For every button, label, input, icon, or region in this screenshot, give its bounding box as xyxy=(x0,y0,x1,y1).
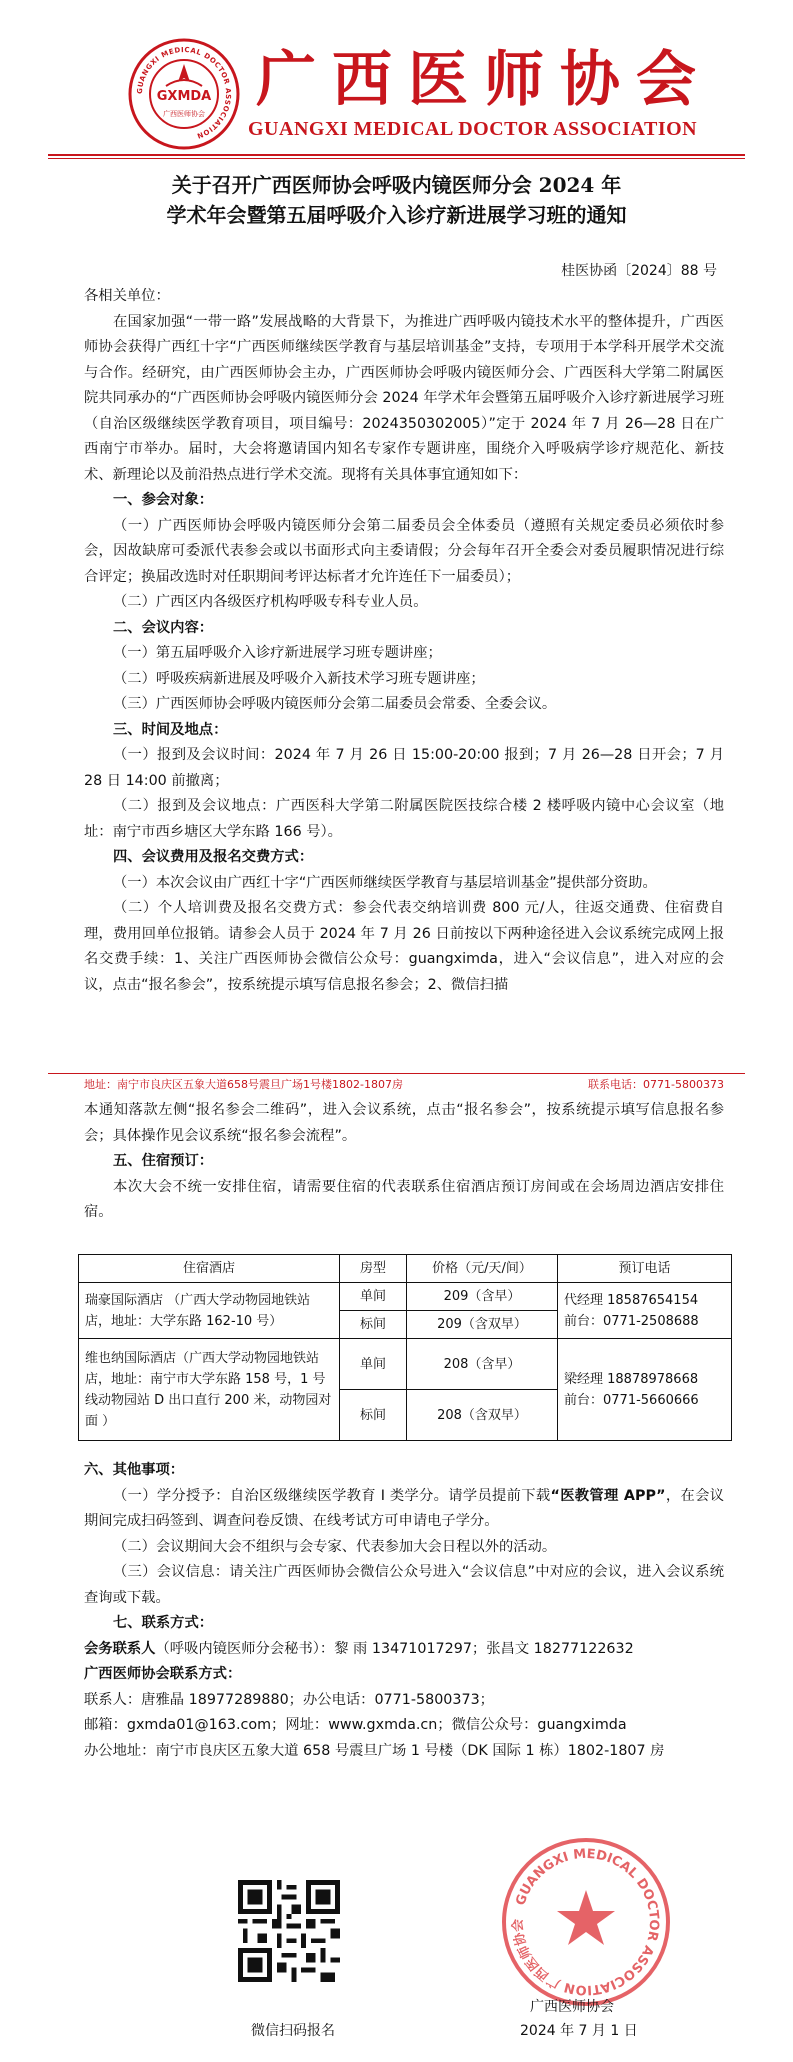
booking-phone xyxy=(558,1339,732,1441)
association-contact-heading: 广西医师协会联系方式： xyxy=(84,1666,242,1682)
section-item: （三）广西医师协会呼吸内镜医师分会第二届委员会常委、全委会议。 xyxy=(113,696,557,712)
booking-phone-manager: 代经理 18587654154 xyxy=(564,1292,699,1308)
header-rule xyxy=(48,154,745,156)
section-item: 本通知落款左侧“报名参会二维码”，进入会议系统，点击“报名参会”，按系统提示填写信息报名参会；具体操作见会议系统“报名参会流程”。 xyxy=(84,1102,724,1144)
hotel-table xyxy=(78,1254,732,1441)
qr-label: 微信扫码报名 xyxy=(251,2023,335,2039)
footer-address: 地址：南宁市良庆区五象大道658号震旦广场1号楼1802-1807房 xyxy=(84,1078,403,1091)
hotel-name: 瑞豪国际酒店 （广西大学动物园地铁站店，地址：大学东路 162-10 号） xyxy=(79,1283,340,1339)
table-header: 预订电话 xyxy=(558,1255,732,1283)
room-type: 标间 xyxy=(340,1390,407,1441)
section-heading: 一、参会对象： xyxy=(113,492,214,508)
section-item: （一）广西医师协会呼吸内镜医师分会第二届委员会全体委员（遵照有关规定委员必须依时参会，因故缺席可委派代表参会或以书面形式向主委请假；分会每年召开全委会对委员履职情况进行综合评定；换届改选时对任职期间考评达标者才允许连任下一届委员）； xyxy=(84,517,724,585)
booking-phone-manager: 梁经理 18878978668 xyxy=(564,1371,699,1387)
logo-center-text: GXMDA xyxy=(156,89,212,104)
notice-title-line2: 学术年会暨第五届呼吸介入诊疗新进展学习班的通知 xyxy=(166,203,627,227)
section-item: （二）个人培训费及报名交费方式：参会代表交纳培训费 800 元/人，往返交通费、住宿费自理，费用回单位报销。请参会人员于 2024 年 7 月 26 日前按以下两种途径进入会议系统完成网上报名交费手续：1、关注广西医师协会微信公众号：guangximda，进入“会议信息”，进入对应的会议，点击“报名参会”，按系统提示填写信息报名参会；2、微信扫描 xyxy=(84,900,724,993)
room-type: 标间 xyxy=(340,1311,407,1339)
table-header: 住宿酒店 xyxy=(79,1255,340,1283)
credit-text-cont: ，在会议期间完成扫码签到、调查问卷反馈、在线考试方可申请电子学分。 xyxy=(84,1487,724,1529)
section-item: （一）本次会议由广西红十字“广西医师继续医学教育与基层培训基金”提供部分资助。 xyxy=(113,874,657,891)
org-name-cn: 广西医师协会 xyxy=(256,45,712,115)
intro-paragraph: 在国家加强“一带一路”发展战略的大背景下，为推进广西呼吸内镜技术水平的整体提升，广西医师协会获得广西红十字“广西医师继续医学教育与基层培训基金”支持，专项用于本学科开展学术交流与合作。经研究，由广西医师协会主办，广西医师协会呼吸内镜医师分会、广西医科大学第二附属医院共同承办的“广西医师协会呼吸内镜医师分会 2024 年学术年会暨第五届呼吸介入诊疗新进展学习班（自治区级继续医学教育项目，项目编号：2024350302005）”定于 2024 年 7 月 26—28 日在广西南宁市举办。届时，大会将邀请国内知名专家作专题讲座，围绕介入呼吸病学诊疗规范化、新技术、新理论以及前沿热点进行学术交流。现将有关具体事宜通知如下： xyxy=(84,313,724,483)
section-heading: 七、联系方式： xyxy=(113,1615,214,1631)
notice-title-line1: 关于召开广西医师协会呼吸内镜医师分会 2024 年 xyxy=(171,173,622,197)
affairs-label: 会务联系人 xyxy=(84,1640,156,1657)
table-header-row xyxy=(79,1255,732,1283)
logo-bottom-text: 广西医师协会 xyxy=(163,110,205,118)
section-heading: 四、会议费用及报名交费方式： xyxy=(113,849,314,865)
section-item: （二）广西区内各级医疗机构呼吸专科专业人员。 xyxy=(113,594,428,610)
section-item: （二）报到及会议地点：广西医科大学第二附属医院医技综合楼 2 楼呼吸内镜中心会议室（地址：南宁市西乡塘区大学东路 166 号）。 xyxy=(84,798,724,840)
association-contact: 联系人：唐雅晶 18977289880；办公电话：0771-5800373； xyxy=(84,1691,494,1708)
association-logo xyxy=(128,38,240,150)
section-item: （一）报到及会议时间：2024 年 7 月 26 日 15:00-20:00 报到；7 月 26—28 日开会；7 月 28 日 14:00 前撤离； xyxy=(84,747,724,789)
app-name: “医教管理 APP” xyxy=(550,1487,666,1504)
room-type: 单间 xyxy=(340,1283,407,1311)
salutation: 各相关单位： xyxy=(84,288,170,304)
room-price: 208（含早） xyxy=(407,1339,558,1390)
notice-body-continued xyxy=(84,1098,724,1226)
room-price: 209（含双早） xyxy=(407,1311,558,1339)
section-heading: 二、会议内容： xyxy=(113,619,214,636)
room-price: 209（含早） xyxy=(407,1283,558,1311)
registration-qr-code[interactable] xyxy=(238,1880,340,1982)
hotel-name: 维也纳国际酒店（广西大学动物园地铁站店，地址：南宁市大学东路 158 号，1 号线动物园站 D 出口直行 200 米，动物园对面 ） xyxy=(79,1339,340,1441)
logo-ring-text: GUANGXI MEDICAL DOCTOR ASSOCIATION xyxy=(135,45,233,140)
association-office: 办公地址：南宁市良庆区五象大道 658 号震旦广场 1 号楼（DK 国际 1 栋）1802-1807 房 xyxy=(84,1742,665,1759)
section-heading: 三、时间及地点： xyxy=(113,721,228,738)
document-number: 桂医协函〔2024〕88 号 xyxy=(561,263,717,279)
booking-phone xyxy=(558,1283,732,1339)
section-item xyxy=(84,1484,724,1535)
footer-phone: 联系电话：0771-5800373 xyxy=(588,1078,724,1091)
table-header: 价格（元/天/间） xyxy=(407,1255,558,1283)
section-item: （一）第五届呼吸介入诊疗新进展学习班专题讲座； xyxy=(113,645,442,661)
header-rule-thin xyxy=(48,158,745,159)
affairs-text: （呼吸内镜医师分会秘书）：黎 雨 13471017297；张昌文 18277122632 xyxy=(155,1640,634,1657)
table-row xyxy=(79,1283,732,1311)
official-seal xyxy=(500,1836,672,2008)
affairs-contact xyxy=(84,1637,724,1663)
room-price: 208（含双早） xyxy=(407,1390,558,1441)
signature-date: 2024 年 7 月 1 日 xyxy=(520,2023,638,2039)
section-item: （二）呼吸疾病新进展及呼吸介入新技术学习班专题讲座； xyxy=(113,670,485,687)
seal-ring-text: GUANGXI MEDICAL DOCTOR ASSOCIATION 广西医师协会 xyxy=(510,1846,662,1998)
signature-organization: 广西医师协会 xyxy=(530,1999,614,2015)
org-name-en: GUANGXI MEDICAL DOCTOR ASSOCIATION xyxy=(248,118,698,140)
notice-body xyxy=(84,284,724,998)
section-heading: 五、住宿预订： xyxy=(113,1153,214,1169)
table-header: 房型 xyxy=(340,1255,407,1283)
section-heading: 六、其他事项： xyxy=(84,1462,185,1478)
footer-bar xyxy=(84,1076,724,1092)
notice-body-other xyxy=(84,1458,724,1764)
footer-rule xyxy=(48,1073,745,1074)
room-type: 单间 xyxy=(340,1339,407,1390)
credit-text: （一）学分授予：自治区级继续医学教育 I 类学分。请学员提前下载 xyxy=(113,1487,551,1504)
section-item: （二）会议期间大会不组织与会专家、代表参加大会日程以外的活动。 xyxy=(113,1538,557,1555)
booking-phone-desk: 前台：0771-5660666 xyxy=(564,1392,699,1408)
table-row xyxy=(79,1339,732,1390)
association-email: 邮箱：gxmda01@163.com；网址：www.gxmda.cn；微信公众号：guangximda xyxy=(84,1717,627,1733)
booking-phone-desk: 前台：0771-2508688 xyxy=(564,1313,699,1329)
section-item: （三）会议信息：请关注广西医师协会微信公众号进入“会议信息”中对应的会议，进入会议系统查询或下载。 xyxy=(84,1564,724,1606)
section-item: 本次大会不统一安排住宿，请需要住宿的代表联系住宿酒店预订房间或在会场周边酒店安排住宿。 xyxy=(84,1178,724,1220)
